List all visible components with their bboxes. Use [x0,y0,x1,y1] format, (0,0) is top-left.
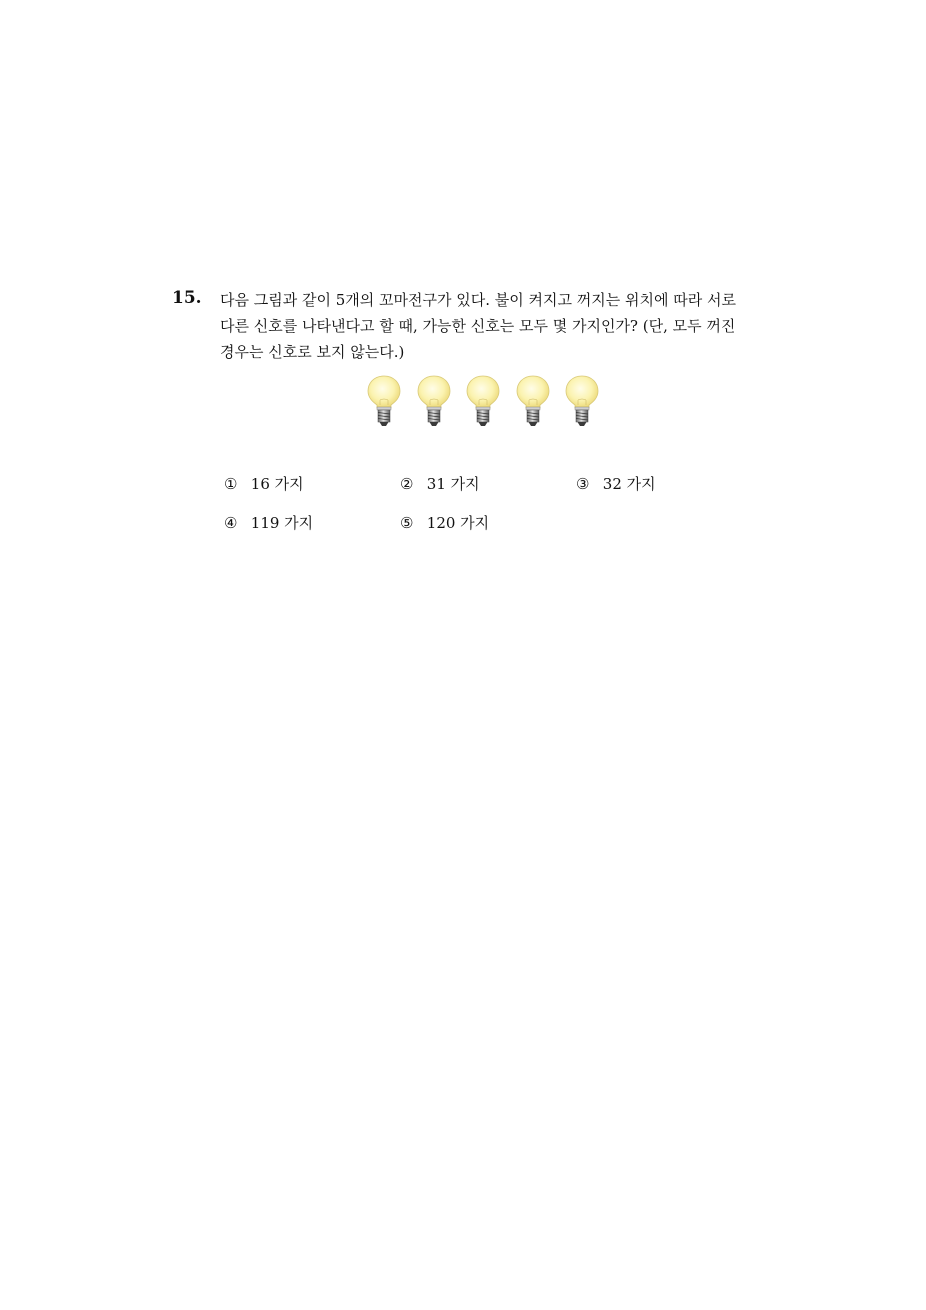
choice-1[interactable] [224,473,304,494]
question-text-line-1: 다음 그림과 같이 5개의 꼬마전구가 있다. 불이 켜지고 꺼지는 위치에 따라 서로 [220,291,736,309]
question-number: 15. [172,288,202,308]
light-bulb-figure [366,374,606,430]
choice-2[interactable] [400,473,480,494]
choice-3[interactable] [576,473,656,494]
choice-4[interactable] [224,512,313,533]
choice-marker: ② [400,475,414,493]
light-bulb-icon [564,374,600,428]
choice-5[interactable] [400,512,489,533]
question-text-line-3: 경우는 신호로 보지 않는다.) [220,343,405,361]
choice-text: 32 가지 [602,475,656,493]
light-bulb-icon [366,374,402,428]
light-bulb-icon [515,374,551,428]
question-text-line-2: 다른 신호를 나타낸다고 할 때, 가능한 신호는 모두 몇 가지인가? (단, 모두 꺼진 [220,317,736,335]
light-bulb-icon [416,374,452,428]
choice-marker: ① [224,475,238,493]
choice-text: 16 가지 [250,475,304,493]
choice-marker: ⑤ [400,514,414,532]
choice-marker: ④ [224,514,238,532]
choice-text: 31 가지 [426,475,480,493]
light-bulb-icon [465,374,501,428]
choice-marker: ③ [576,475,590,493]
choice-text: 119 가지 [250,514,314,532]
choice-text: 120 가지 [426,514,490,532]
question-text [220,287,760,365]
